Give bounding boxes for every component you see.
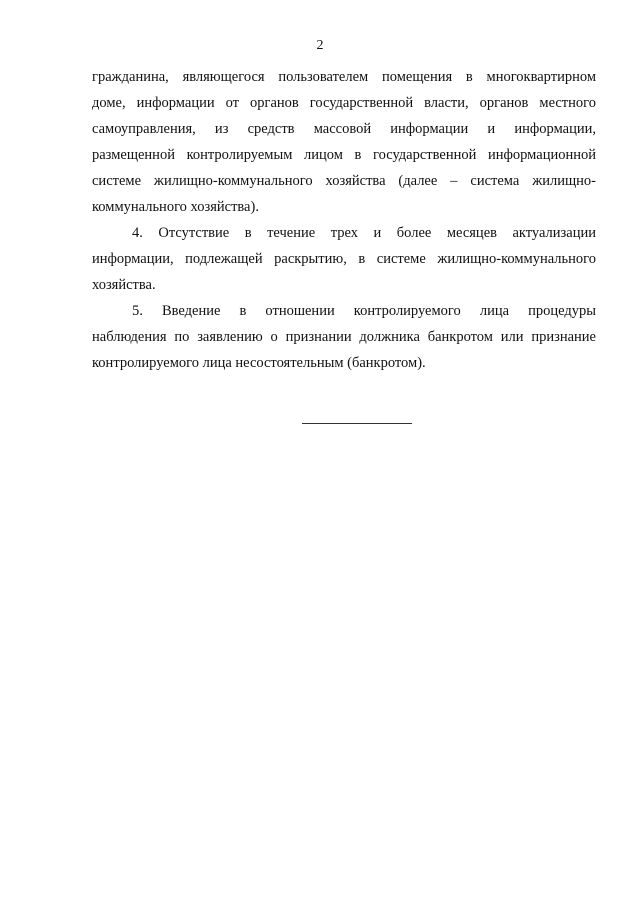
end-of-document-divider xyxy=(302,423,412,424)
paragraph-continuation xyxy=(92,64,596,220)
text-line: наблюдения по заявлению о признании должника банкротом или признание xyxy=(92,329,596,345)
text-line: хозяйства. xyxy=(92,277,156,293)
text-line: системе жилищно-коммунального хозяйства (далее – система жилищно- xyxy=(92,173,596,189)
paragraph-item-4 xyxy=(92,220,596,298)
text-line: размещенной контролируемым лицом в государственной информационной xyxy=(92,147,596,163)
text-line: 5. Введение в отношении контролируемого лица процедуры xyxy=(132,303,596,319)
document-body xyxy=(92,64,596,376)
text-line: гражданина, являющегося пользователем помещения в многоквартирном xyxy=(92,69,596,85)
text-line: коммунального хозяйства). xyxy=(92,199,259,215)
paragraph-item-5 xyxy=(92,298,596,376)
text-line: самоуправления, из средств массовой информации и информации, xyxy=(92,121,596,137)
text-line: 4. Отсутствие в течение трех и более месяцев актуализации xyxy=(132,225,596,241)
text-line: информации, подлежащей раскрытию, в системе жилищно-коммунального xyxy=(92,251,596,267)
text-line: контролируемого лица несостоятельным (банкротом). xyxy=(92,355,426,371)
text-line: доме, информации от органов государственной власти, органов местного xyxy=(92,95,596,111)
page-number: 2 xyxy=(316,38,324,53)
